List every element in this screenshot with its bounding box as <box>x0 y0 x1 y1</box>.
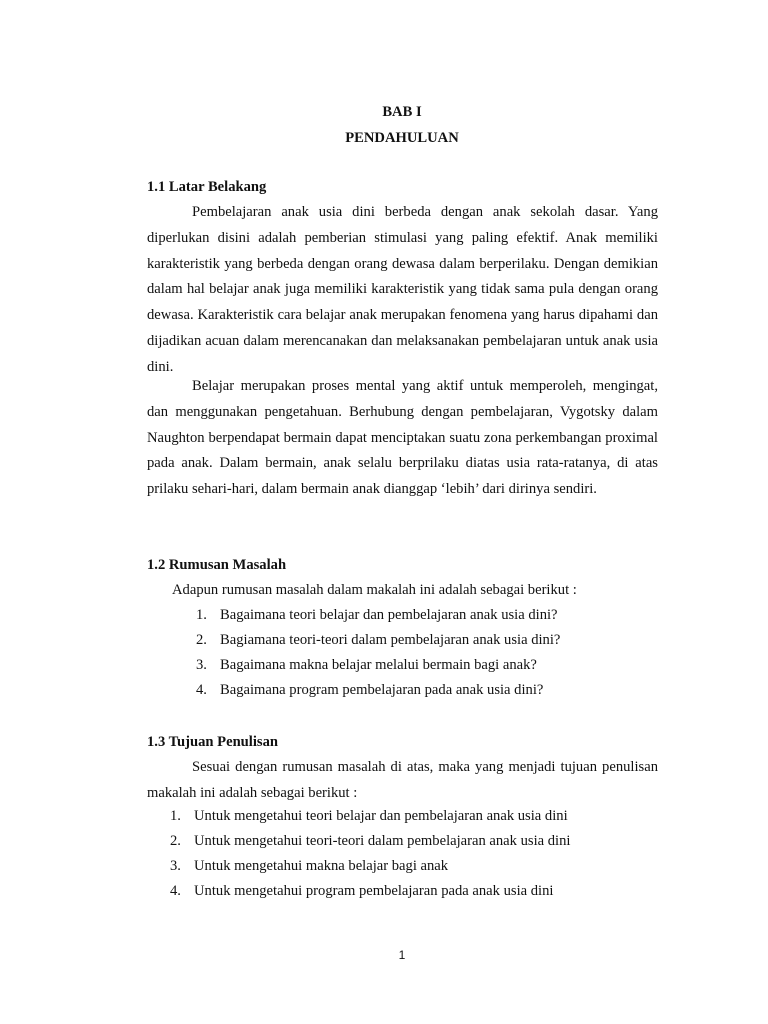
list-text: Bagaimana makna belajar melalui bermain bagi anak? <box>220 657 537 673</box>
list-text: Untuk mengetahui teori belajar dan pembelajaran anak usia dini <box>194 808 568 824</box>
section-heading-latar-belakang: 1.1 Latar Belakang <box>147 179 267 195</box>
chapter-number: BAB I <box>382 104 422 120</box>
list-number: 1. <box>170 808 181 824</box>
list-text: Untuk mengetahui makna belajar bagi anak <box>194 858 449 874</box>
list-item <box>170 808 568 825</box>
list-item <box>196 632 560 649</box>
chapter-title: PENDAHULUAN <box>345 130 459 146</box>
list-text: Untuk mengetahui program pembelajaran pada anak usia dini <box>194 883 554 899</box>
list-number: 4. <box>196 682 207 698</box>
list-text: Untuk mengetahui teori-teori dalam pembelajaran anak usia dini <box>194 833 571 849</box>
list-item <box>196 607 558 624</box>
paragraph-text: Pembelajaran anak usia dini berbeda dengan anak sekolah dasar. Yang diperlukan disini adalah pemberian stimulasi yang paling efektif. Anak memiliki karakteristik yang berbeda dengan orang dewasa dalam berperilaku. Dengan demikian dalam hal belajar anak juga memiliki karakteristik yang tidak sama pula dengan orang dewasa. Karakteristik cara belajar anak merupakan fenomena yang harus dipahami dan dijadikan acuan dalam merencanakan dan melaksanakan pembelajaran untuk anak usia dini. <box>147 204 658 375</box>
paragraph-text: Belajar merupakan proses mental yang aktif untuk memperoleh, mengingat, dan menggunakan pengetahuan. Berhubung dengan pembelajaran, Vygotsky dalam Naughton berpendapat bermain dapat menciptakan suatu zona perkembangan proximal pada anak. Dalam bermain, anak selalu berprilaku diatas usia rata-ratanya, di atas prilaku sehari-hari, dalam bermain anak dianggap ‘lebih’ dari dirinya sendiri. <box>147 378 658 498</box>
list-item <box>196 682 543 699</box>
section-heading-tujuan-penulisan: 1.3 Tujuan Penulisan <box>147 734 279 750</box>
paragraph-text: Sesuai dengan rumusan masalah di atas, maka yang menjadi tujuan penulisan makalah ini adalah sebagai berikut : <box>147 759 658 801</box>
list-item <box>170 833 570 850</box>
list-number: 2. <box>196 632 207 648</box>
list-item <box>196 657 537 674</box>
list-number: 3. <box>170 858 181 874</box>
paragraph-tujuan <box>147 755 658 807</box>
list-number: 1. <box>196 607 207 623</box>
paragraph-latar-belakang-2 <box>147 374 658 503</box>
list-number: 3. <box>196 657 207 673</box>
list-text: Bagaimana teori belajar dan pembelajaran anak usia dini? <box>220 607 558 623</box>
page-number: 1 <box>398 948 406 962</box>
list-text: Bagiamana teori-teori dalam pembelajaran anak usia dini? <box>220 632 561 648</box>
list-number: 2. <box>170 833 181 849</box>
rumusan-intro: Adapun rumusan masalah dalam makalah ini adalah sebagai berikut : <box>172 582 577 598</box>
list-text: Bagaimana program pembelajaran pada anak usia dini? <box>220 682 544 698</box>
section-heading-rumusan-masalah: 1.2 Rumusan Masalah <box>147 557 287 573</box>
paragraph-latar-belakang-1 <box>147 200 658 381</box>
list-item <box>170 858 448 875</box>
list-item <box>170 883 553 900</box>
list-number: 4. <box>170 883 181 899</box>
